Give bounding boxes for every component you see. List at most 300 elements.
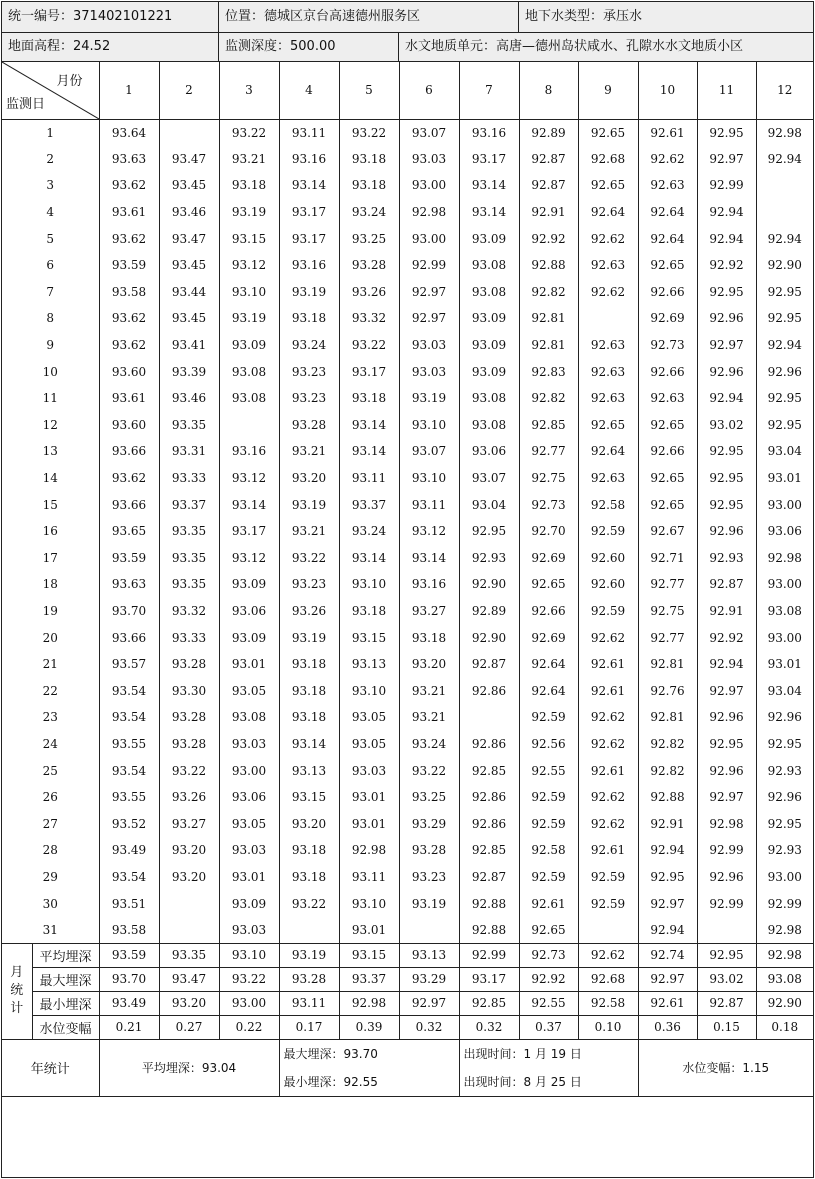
water-level-cell: 92.86 xyxy=(459,784,519,811)
water-level-cell: 92.94 xyxy=(697,385,756,412)
water-level-cell: 92.64 xyxy=(519,677,578,704)
table-row xyxy=(2,571,813,598)
water-level-cell: 92.95 xyxy=(756,305,813,332)
stat-cell: 92.99 xyxy=(459,943,519,967)
water-level-cell: 93.10 xyxy=(339,571,399,598)
water-level-cell: 93.55 xyxy=(99,731,159,758)
stat-cell: 92.87 xyxy=(697,991,756,1015)
water-level-cell: 93.22 xyxy=(219,119,279,146)
water-level-cell: 93.18 xyxy=(339,385,399,412)
water-level-cell: 93.18 xyxy=(399,624,459,651)
water-level-cell: 92.87 xyxy=(459,651,519,678)
water-level-cell: 92.61 xyxy=(519,890,578,917)
water-level-cell: 93.05 xyxy=(339,731,399,758)
water-level-cell: 92.95 xyxy=(459,518,519,545)
water-level-cell: 92.95 xyxy=(756,279,813,306)
water-level-cell: 93.17 xyxy=(339,358,399,385)
stat-cell: 92.68 xyxy=(578,967,638,991)
water-level-cell: 93.66 xyxy=(99,491,159,518)
month-header: 6 xyxy=(399,62,459,119)
water-level-cell: 93.18 xyxy=(339,598,399,625)
month-header: 7 xyxy=(459,62,519,119)
water-level-cell: 92.95 xyxy=(756,385,813,412)
water-level-cell: 92.93 xyxy=(697,545,756,572)
water-level-cell: 93.01 xyxy=(339,917,399,944)
stat-cell: 93.59 xyxy=(99,943,159,967)
monthly-stat-row xyxy=(2,991,813,1015)
water-level-cell: 92.66 xyxy=(638,358,697,385)
annual-max: 最大埋深：93.70 xyxy=(283,1046,378,1061)
water-level-cell: 92.97 xyxy=(697,784,756,811)
water-level-cell: 92.62 xyxy=(578,731,638,758)
annual-min-date: 出现时间：8 月 25 日 xyxy=(463,1074,582,1089)
water-level-cell xyxy=(219,412,279,439)
water-level-cell: 92.69 xyxy=(519,545,578,572)
water-level-cell: 93.45 xyxy=(159,305,219,332)
stat-cell: 92.97 xyxy=(638,967,697,991)
water-level-cell: 93.08 xyxy=(459,252,519,279)
water-level-cell xyxy=(159,917,219,944)
stat-cell: 92.58 xyxy=(578,991,638,1015)
water-level-cell: 92.76 xyxy=(638,677,697,704)
water-level-cell: 92.99 xyxy=(756,890,813,917)
table-row xyxy=(2,119,813,146)
day-label: 3 xyxy=(2,172,99,199)
table-row xyxy=(2,358,813,385)
water-level-cell: 93.13 xyxy=(279,757,339,784)
water-level-cell: 93.09 xyxy=(459,332,519,359)
water-level-cell: 92.95 xyxy=(697,731,756,758)
water-level-cell: 92.66 xyxy=(638,438,697,465)
water-level-cell: 93.58 xyxy=(99,279,159,306)
water-level-cell: 93.21 xyxy=(399,677,459,704)
water-level-cell: 92.62 xyxy=(578,784,638,811)
water-level-cell: 93.00 xyxy=(219,757,279,784)
water-level-cell: 93.47 xyxy=(159,146,219,173)
water-level-cell: 92.95 xyxy=(756,731,813,758)
water-level-cell: 93.54 xyxy=(99,757,159,784)
water-level-cell: 92.65 xyxy=(578,412,638,439)
water-level-cell: 93.28 xyxy=(399,837,459,864)
water-level-cell: 92.98 xyxy=(697,810,756,837)
water-level-cell: 93.20 xyxy=(159,837,219,864)
monthly-stats-label-char: 统 xyxy=(10,983,24,999)
stat-cell: 92.90 xyxy=(756,991,813,1015)
water-level-cell: 93.14 xyxy=(459,199,519,226)
water-level-cell: 93.00 xyxy=(756,624,813,651)
water-level-cell: 93.17 xyxy=(219,518,279,545)
water-level-cell: 92.95 xyxy=(697,279,756,306)
table-row xyxy=(2,890,813,917)
water-level-cell: 93.60 xyxy=(99,358,159,385)
water-level-cell: 93.18 xyxy=(279,837,339,864)
water-level-cell: 92.87 xyxy=(519,172,578,199)
water-level-cell: 93.04 xyxy=(756,438,813,465)
water-level-cell: 92.59 xyxy=(578,864,638,891)
day-label: 17 xyxy=(2,545,99,572)
month-header: 12 xyxy=(756,62,813,119)
stat-cell: 0.21 xyxy=(99,1015,159,1039)
stat-cell: 92.61 xyxy=(638,991,697,1015)
water-level-cell: 92.96 xyxy=(697,864,756,891)
water-level-cell: 92.94 xyxy=(697,651,756,678)
water-level-cell: 93.28 xyxy=(159,704,219,731)
water-level-cell: 93.21 xyxy=(279,518,339,545)
stat-cell: 93.15 xyxy=(339,943,399,967)
stat-cell: 92.97 xyxy=(399,991,459,1015)
water-level-cell: 93.09 xyxy=(219,624,279,651)
water-level-cell: 92.81 xyxy=(638,704,697,731)
monthly-stats-label xyxy=(2,943,32,1039)
water-level-cell: 93.15 xyxy=(279,784,339,811)
stat-cell: 92.55 xyxy=(519,991,578,1015)
annual-stats-label: 年统计 xyxy=(2,1039,99,1096)
table-row xyxy=(2,810,813,837)
water-level-cell: 93.62 xyxy=(99,332,159,359)
water-level-cell: 93.20 xyxy=(159,864,219,891)
water-level-cell: 93.06 xyxy=(756,518,813,545)
water-level-cell: 93.23 xyxy=(399,864,459,891)
water-level-cell: 93.14 xyxy=(339,412,399,439)
stat-label: 水位变幅 xyxy=(32,1015,99,1039)
water-level-cell: 93.03 xyxy=(399,332,459,359)
day-label: 16 xyxy=(2,518,99,545)
water-level-cell: 92.94 xyxy=(756,225,813,252)
water-level-cell: 92.97 xyxy=(399,305,459,332)
water-level-cell: 93.62 xyxy=(99,225,159,252)
month-header: 4 xyxy=(279,62,339,119)
water-level-cell: 93.70 xyxy=(99,598,159,625)
table-row xyxy=(2,199,813,226)
stat-label: 最大埋深 xyxy=(32,967,99,991)
water-level-cell: 92.64 xyxy=(638,199,697,226)
day-label: 4 xyxy=(2,199,99,226)
water-level-cell: 93.04 xyxy=(459,491,519,518)
table-row xyxy=(2,624,813,651)
water-level-cell: 93.33 xyxy=(159,465,219,492)
table-row xyxy=(2,598,813,625)
water-level-cell: 92.86 xyxy=(459,731,519,758)
stat-cell: 93.11 xyxy=(279,991,339,1015)
stat-cell: 0.37 xyxy=(519,1015,578,1039)
water-level-cell: 93.19 xyxy=(399,385,459,412)
water-level-cell: 93.08 xyxy=(219,358,279,385)
water-level-table xyxy=(2,62,813,1097)
day-label: 24 xyxy=(2,731,99,758)
day-label: 20 xyxy=(2,624,99,651)
ground-elevation: 地面高程：24.52 xyxy=(2,33,219,61)
water-level-cell: 93.46 xyxy=(159,199,219,226)
water-level-cell: 92.63 xyxy=(578,465,638,492)
water-level-cell: 93.18 xyxy=(339,172,399,199)
water-level-cell: 93.19 xyxy=(219,199,279,226)
day-label: 18 xyxy=(2,571,99,598)
water-level-cell: 93.22 xyxy=(339,119,399,146)
water-level-cell: 93.27 xyxy=(399,598,459,625)
water-level-cell: 92.87 xyxy=(519,146,578,173)
day-label: 11 xyxy=(2,385,99,412)
table-row xyxy=(2,279,813,306)
stat-cell: 92.85 xyxy=(459,991,519,1015)
water-level-cell: 93.12 xyxy=(219,465,279,492)
water-level-cell: 93.18 xyxy=(339,146,399,173)
water-level-cell: 92.63 xyxy=(638,385,697,412)
water-level-cell: 93.32 xyxy=(159,598,219,625)
water-level-cell: 93.01 xyxy=(756,465,813,492)
month-header: 2 xyxy=(159,62,219,119)
day-axis-label: 监测日 xyxy=(6,96,46,112)
station-location: 位置：德城区京台高速德州服务区 xyxy=(219,2,519,32)
water-level-cell: 92.94 xyxy=(756,332,813,359)
water-level-cell: 93.16 xyxy=(279,146,339,173)
water-level-cell: 93.01 xyxy=(219,864,279,891)
table-row xyxy=(2,385,813,412)
water-level-cell: 93.18 xyxy=(219,172,279,199)
water-level-cell: 93.10 xyxy=(399,465,459,492)
water-level-cell: 92.77 xyxy=(519,438,578,465)
water-level-cell: 92.88 xyxy=(459,917,519,944)
table-row xyxy=(2,172,813,199)
stat-cell: 93.20 xyxy=(159,991,219,1015)
water-level-cell: 92.64 xyxy=(578,199,638,226)
monthly-stats-label-char: 月 xyxy=(10,965,24,981)
stat-cell: 93.17 xyxy=(459,967,519,991)
water-level-cell: 93.22 xyxy=(159,757,219,784)
water-level-cell: 92.59 xyxy=(578,598,638,625)
water-level-cell: 93.01 xyxy=(756,651,813,678)
monthly-stat-row xyxy=(2,943,813,967)
water-level-cell: 93.00 xyxy=(756,864,813,891)
stat-cell: 93.47 xyxy=(159,967,219,991)
table-row xyxy=(2,757,813,784)
water-level-cell: 93.45 xyxy=(159,252,219,279)
water-level-cell: 93.12 xyxy=(219,545,279,572)
water-level-cell: 92.96 xyxy=(697,358,756,385)
table-row xyxy=(2,491,813,518)
water-level-cell: 93.59 xyxy=(99,252,159,279)
water-level-cell: 93.18 xyxy=(279,864,339,891)
water-level-cell: 93.11 xyxy=(399,491,459,518)
table-row xyxy=(2,864,813,891)
stat-cell: 0.22 xyxy=(219,1015,279,1039)
water-level-cell: 93.66 xyxy=(99,624,159,651)
water-level-cell: 92.61 xyxy=(578,757,638,784)
stat-cell: 93.19 xyxy=(279,943,339,967)
stat-cell: 93.13 xyxy=(399,943,459,967)
water-level-cell: 93.13 xyxy=(339,651,399,678)
water-level-cell: 92.99 xyxy=(697,890,756,917)
water-level-cell: 93.14 xyxy=(279,731,339,758)
day-label: 12 xyxy=(2,412,99,439)
water-level-cell: 92.59 xyxy=(578,890,638,917)
water-level-cell: 93.29 xyxy=(399,810,459,837)
stat-cell: 0.39 xyxy=(339,1015,399,1039)
water-level-cell: 93.20 xyxy=(279,810,339,837)
monthly-stat-row xyxy=(2,1015,813,1039)
water-level-cell: 92.89 xyxy=(459,598,519,625)
water-level-cell xyxy=(697,917,756,944)
water-level-cell: 92.62 xyxy=(578,704,638,731)
water-level-cell: 92.99 xyxy=(697,172,756,199)
water-level-cell: 92.85 xyxy=(519,412,578,439)
day-label: 8 xyxy=(2,305,99,332)
water-level-cell: 93.22 xyxy=(339,332,399,359)
water-level-cell: 92.71 xyxy=(638,545,697,572)
water-level-cell: 92.92 xyxy=(697,252,756,279)
water-level-cell: 93.51 xyxy=(99,890,159,917)
water-level-cell: 92.75 xyxy=(519,465,578,492)
stat-cell: 93.02 xyxy=(697,967,756,991)
water-level-cell: 93.19 xyxy=(279,491,339,518)
water-level-cell: 92.94 xyxy=(638,837,697,864)
water-level-cell: 93.37 xyxy=(159,491,219,518)
day-label: 13 xyxy=(2,438,99,465)
stat-cell: 93.70 xyxy=(99,967,159,991)
day-label: 26 xyxy=(2,784,99,811)
water-level-cell: 92.73 xyxy=(519,491,578,518)
annual-average: 平均埋深：93.04 xyxy=(99,1039,279,1096)
day-label: 9 xyxy=(2,332,99,359)
stat-cell: 92.73 xyxy=(519,943,578,967)
water-level-cell: 93.04 xyxy=(756,677,813,704)
stat-cell: 93.22 xyxy=(219,967,279,991)
water-level-cell: 93.25 xyxy=(339,225,399,252)
water-level-cell: 92.81 xyxy=(519,305,578,332)
water-level-cell: 92.65 xyxy=(519,571,578,598)
water-level-cell: 92.82 xyxy=(519,279,578,306)
stat-cell: 0.18 xyxy=(756,1015,813,1039)
annual-range: 水位变幅：1.15 xyxy=(638,1039,813,1096)
water-level-cell: 92.95 xyxy=(697,119,756,146)
water-level-cell: 92.95 xyxy=(638,864,697,891)
water-level-cell: 92.63 xyxy=(578,358,638,385)
water-level-cell: 93.08 xyxy=(219,385,279,412)
stat-cell: 93.35 xyxy=(159,943,219,967)
water-level-cell: 92.61 xyxy=(638,119,697,146)
water-level-cell: 93.08 xyxy=(459,279,519,306)
water-level-cell: 93.08 xyxy=(219,704,279,731)
water-level-cell: 93.06 xyxy=(219,784,279,811)
day-label: 31 xyxy=(2,917,99,944)
water-level-cell: 93.00 xyxy=(756,571,813,598)
water-level-cell: 92.96 xyxy=(697,305,756,332)
water-level-cell: 93.63 xyxy=(99,571,159,598)
water-level-cell: 92.90 xyxy=(459,624,519,651)
water-level-cell: 92.94 xyxy=(697,199,756,226)
stat-cell: 0.10 xyxy=(578,1015,638,1039)
water-level-cell: 93.47 xyxy=(159,225,219,252)
water-level-cell: 92.91 xyxy=(638,810,697,837)
water-level-cell: 92.88 xyxy=(459,890,519,917)
water-level-cell: 93.03 xyxy=(399,146,459,173)
stat-cell: 93.08 xyxy=(756,967,813,991)
water-level-cell: 92.60 xyxy=(578,571,638,598)
header-row-2 xyxy=(2,33,813,62)
water-level-cell: 92.63 xyxy=(578,252,638,279)
water-level-cell: 92.81 xyxy=(519,332,578,359)
water-level-cell: 93.16 xyxy=(279,252,339,279)
water-level-cell: 92.65 xyxy=(519,917,578,944)
water-level-cell: 92.59 xyxy=(519,864,578,891)
annual-extremes xyxy=(279,1039,459,1096)
table-row xyxy=(2,704,813,731)
table-row xyxy=(2,332,813,359)
water-level-cell: 92.85 xyxy=(459,837,519,864)
water-level-cell: 93.21 xyxy=(399,704,459,731)
annual-stats-row xyxy=(2,1039,813,1096)
water-level-cell: 92.89 xyxy=(519,119,578,146)
water-level-cell: 93.14 xyxy=(219,491,279,518)
water-level-cell: 92.93 xyxy=(756,837,813,864)
water-level-cell: 93.28 xyxy=(339,252,399,279)
water-level-cell: 93.06 xyxy=(459,438,519,465)
water-level-cell: 92.97 xyxy=(697,146,756,173)
water-level-cell: 92.65 xyxy=(638,465,697,492)
water-level-cell: 93.11 xyxy=(279,119,339,146)
monitoring-depth: 监测深度：500.00 xyxy=(219,33,399,61)
water-level-cell: 92.96 xyxy=(697,757,756,784)
water-level-cell: 92.93 xyxy=(459,545,519,572)
month-header-row xyxy=(2,62,813,119)
water-level-cell: 93.24 xyxy=(399,731,459,758)
water-level-cell: 93.39 xyxy=(159,358,219,385)
water-level-cell: 93.21 xyxy=(219,146,279,173)
monthly-stats-label-char: 计 xyxy=(10,1001,24,1017)
water-level-cell: 93.28 xyxy=(159,651,219,678)
water-level-cell: 92.73 xyxy=(638,332,697,359)
day-label: 6 xyxy=(2,252,99,279)
table-row xyxy=(2,412,813,439)
table-row xyxy=(2,305,813,332)
water-level-cell: 93.35 xyxy=(159,571,219,598)
water-level-cell: 92.94 xyxy=(697,225,756,252)
water-level-cell: 93.22 xyxy=(279,545,339,572)
stat-cell: 93.37 xyxy=(339,967,399,991)
water-level-cell: 93.09 xyxy=(459,225,519,252)
water-level-cell: 93.18 xyxy=(279,704,339,731)
water-level-cell: 92.65 xyxy=(638,412,697,439)
month-header: 9 xyxy=(578,62,638,119)
water-level-cell: 93.03 xyxy=(399,358,459,385)
water-level-cell: 92.91 xyxy=(697,598,756,625)
water-level-cell: 92.88 xyxy=(519,252,578,279)
table-row xyxy=(2,837,813,864)
water-level-cell: 93.03 xyxy=(339,757,399,784)
water-level-cell: 92.62 xyxy=(578,810,638,837)
table-row xyxy=(2,465,813,492)
water-level-cell: 93.10 xyxy=(219,279,279,306)
water-level-cell: 93.23 xyxy=(279,571,339,598)
water-level-cell: 92.70 xyxy=(519,518,578,545)
water-level-cell: 93.35 xyxy=(159,412,219,439)
stat-label: 最小埋深 xyxy=(32,991,99,1015)
water-level-cell: 93.44 xyxy=(159,279,219,306)
water-level-cell xyxy=(578,305,638,332)
water-level-cell: 93.24 xyxy=(279,332,339,359)
water-level-cell: 93.33 xyxy=(159,624,219,651)
water-level-cell: 92.67 xyxy=(638,518,697,545)
water-level-cell: 92.82 xyxy=(519,385,578,412)
water-level-cell: 92.61 xyxy=(578,677,638,704)
water-level-cell: 92.88 xyxy=(638,784,697,811)
day-label: 28 xyxy=(2,837,99,864)
table-row xyxy=(2,225,813,252)
stat-cell: 92.74 xyxy=(638,943,697,967)
stat-cell: 92.98 xyxy=(756,943,813,967)
water-level-cell: 93.07 xyxy=(399,119,459,146)
water-level-cell: 92.90 xyxy=(459,571,519,598)
water-level-cell: 93.37 xyxy=(339,491,399,518)
